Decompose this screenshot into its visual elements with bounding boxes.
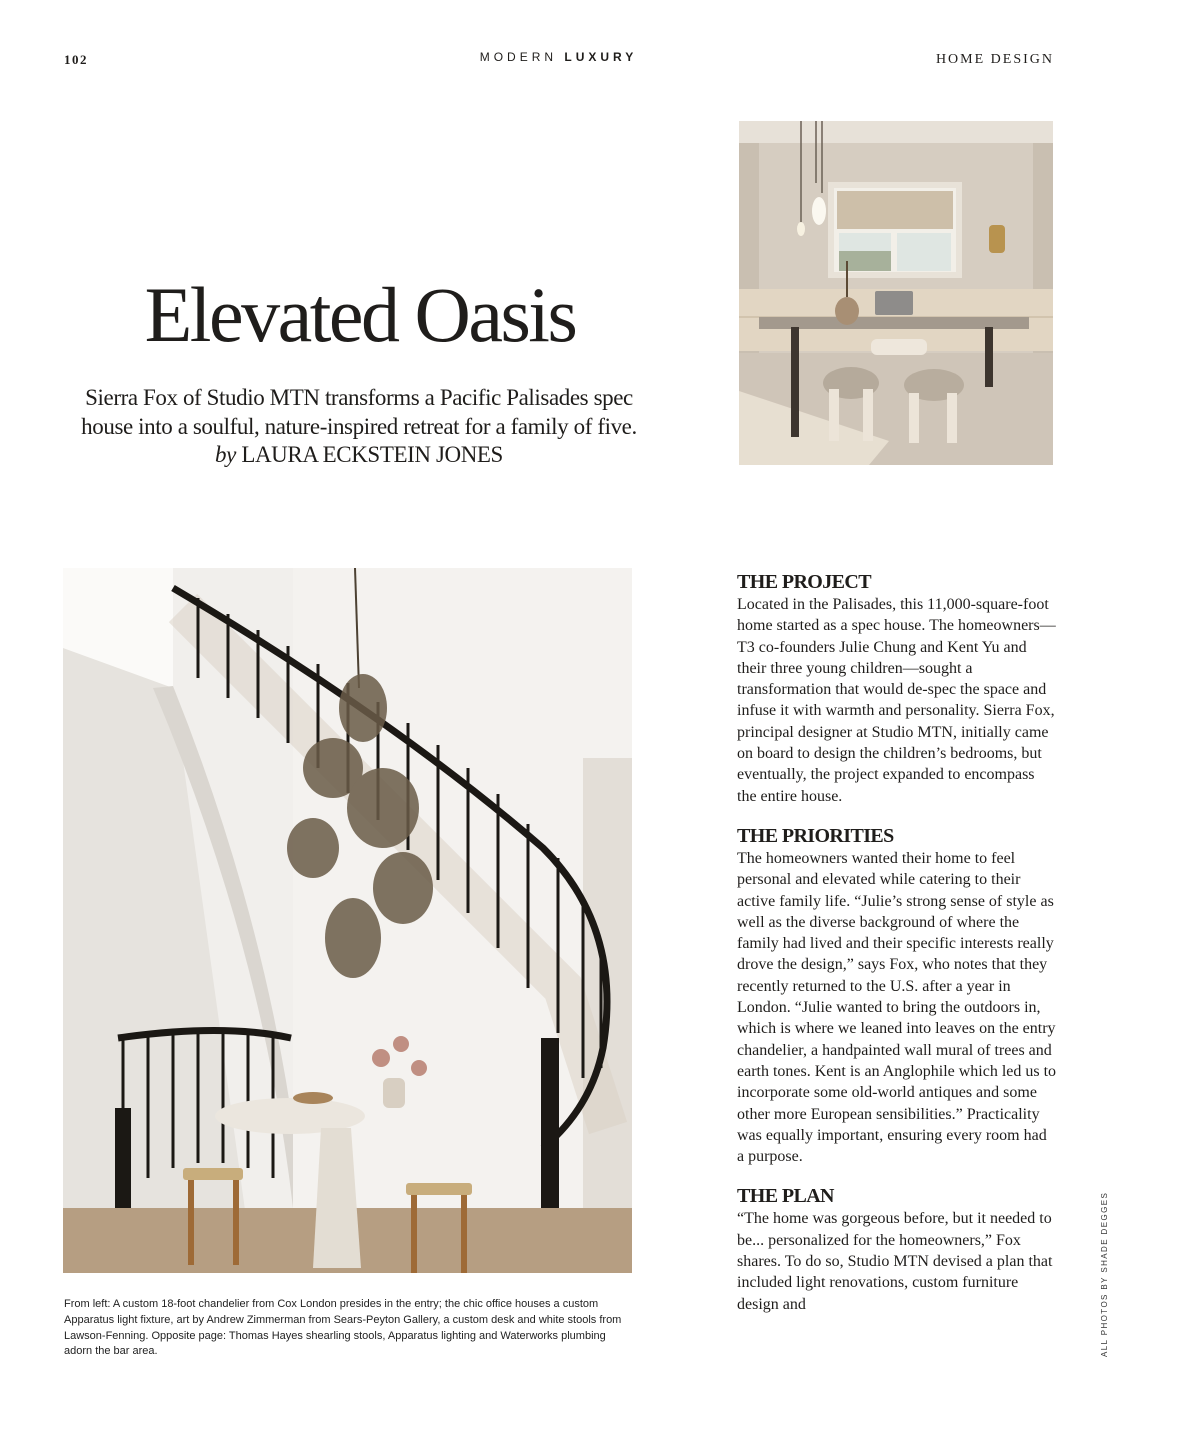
section-text-plan: “The home was gorgeous before, but it needed to be... personalized for the homeowners,” Fox shares. To do so, Studio MTN devised a plan that included light renovations, custom furniture design and — [737, 1210, 1053, 1313]
article-title: Elevated Oasis — [144, 271, 576, 358]
office-illustration — [739, 121, 1053, 465]
section-text-project: Located in the Palisades, this 11,000-square-foot home started as a spec house. The homeowners—T3 co-founders Julie Chung and Kent Yu and their three young children—sought a transformation that would de-spec the space and infuse it with warmth and personality. Sierra Fox, principal designer at Studio MTN, initially came on board to design the children’s bedrooms, but eventually, the project expanded to encompass the entire house. — [737, 596, 1056, 805]
page-number: 102 — [64, 52, 88, 67]
photo-credit: ALL PHOTOS BY SHADE DEGGES — [1100, 1191, 1109, 1357]
masthead-bold: LUXURY — [564, 50, 638, 64]
article-body — [737, 570, 1057, 1332]
dek-text: Sierra Fox of Studio MTN transforms a Pacific Palisades spec house into a soulful, nature-inspired retreat for a family of five. — [81, 385, 637, 439]
office-photo — [739, 121, 1053, 465]
section-label: HOME DESIGN — [935, 52, 1054, 67]
byline-prefix: by — [215, 442, 236, 467]
byline-name: LAURA ECKSTEIN JONES — [241, 442, 503, 467]
section-heading-priorities: THE PRIORITIES — [737, 824, 894, 847]
entry-staircase-photo — [63, 568, 632, 1273]
article-dek — [80, 384, 638, 470]
staircase-illustration — [63, 568, 632, 1273]
section-heading-project: THE PROJECT — [737, 571, 871, 593]
section-text-priorities: The homeowners wanted their home to feel personal and elevated while catering to their active family life. “Julie’s strong sense of style as well as the diverse background of where the family had lived and their specific interests really drove the design,” says Fox, who notes that they recently returned to the U.S. after a year in London. “Julie wanted to bring the outdoors in, which is where we leaned into leaves on the entry chandelier, a handpainted wall mural of trees and earth tones. Kent is an Anglophile which led us to incorporate some old-world antiques and some other more European sensibilities.” Practicality was equally important, ensuring every room had a purpose. — [737, 849, 1057, 1166]
photo-caption: From left: A custom 18-foot chandelier from Cox London presides in the entry; the chic office houses a custom Apparatus light fixture, art by Andrew Zimmerman from Sears-Peyton Gallery, a custom desk and white stools from Lawson-Fenning. Opposite page: Thomas Hayes shearling stools, Apparatus lighting and Waterworks plumbing adorn the bar area. — [64, 1298, 622, 1358]
masthead-light: MODERN — [479, 50, 558, 64]
section-heading-plan: THE PLAN — [737, 1185, 834, 1208]
